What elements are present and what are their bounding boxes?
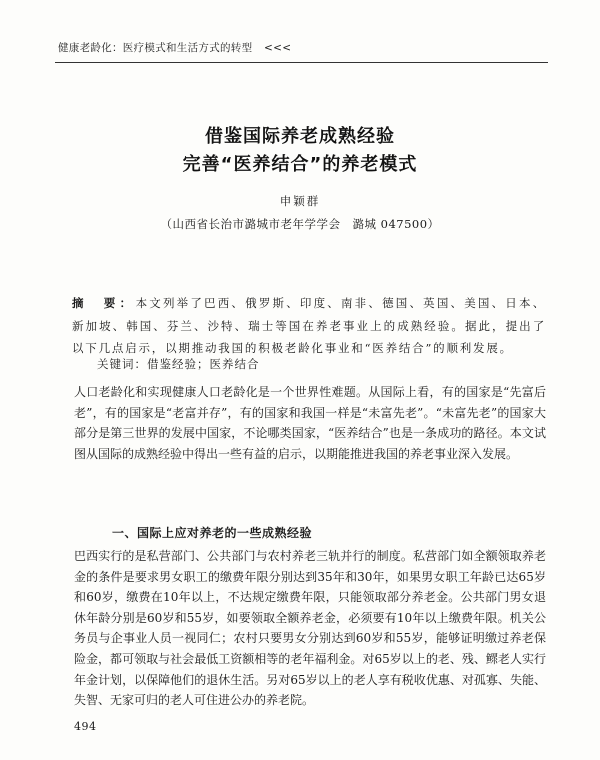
abstract-label: 摘 要：: [72, 296, 136, 310]
keywords-text: 借鉴经验；医养结合: [147, 357, 260, 371]
intro-paragraph: 人口老龄化和实现健康人口老龄化是一个世界性难题。从国际上看，有的国家是“先富后老”，有的国家是“老富并存”，有的国家和我国一样是“未富先老”。“未富先老”的国家大部分是第三世界的发展中国家，不论哪类国家，“医养结合”也是一条成功的路径。本文试图从国际的成熟经验中得出一些有益的启示，以期能推进我国的养老事业深入发展。: [74, 385, 546, 461]
author-affiliation: （山西省长治市潞城市老年学学会 潞城 047500）: [160, 217, 440, 231]
page-number: 494: [74, 720, 97, 733]
header-rule: [55, 62, 548, 63]
article-title-line2: 完善“医养结合”的养老模式: [182, 154, 418, 175]
section-heading: 一、国际上应对养老的一些成熟经验: [112, 526, 313, 540]
running-title: 健康老龄化：医疗模式和生活方式的转型: [58, 42, 253, 54]
abstract: [72, 292, 546, 360]
body-paragraph: 巴西实行的是私营部门、公共部门与农村养老三轨并行的制度。私营部门如全额领取养老金的条件是要求男女职工的缴费年限分别达到35年和30年，如果男女职工年龄已达65岁和60岁，缴费在10年以上，不达规定缴费年限，只能领取部分养老金。公共部门男女退休年龄分别是60岁和55岁，如要领取全额养老金，必须要有10年以上缴费年限。机关公务员与企事业人员一视同仁；农村只要男女分别达到60岁和55岁，能够证明缴过养老保险金，都可领取与社会最低工资额相等的老年福利金。对65岁以上的老、残、鳏老人实行年金计划，以保障他们的退休生活。另对65岁以上的老人享有税收优惠、对孤寡、失能、失智、无家可归的老人可住进公办的养老院。: [74, 549, 546, 708]
abstract-text: 本文列举了巴西、俄罗斯、印度、南非、德国、英国、美国、日本、新加坡、韩国、芬兰、沙特、瑞士等国在养老事业上的成熟经验。据此，提出了以下几点启示，以期推动我国的积极老龄化事业和“医养结合”的顺利发展。: [72, 296, 546, 355]
keywords: [97, 356, 537, 372]
running-header: [58, 40, 291, 55]
author-name: 申颖群: [279, 194, 321, 208]
article-title-line1: 借鉴国际养老成熟经验: [205, 126, 395, 147]
header-marker: <<<: [264, 42, 292, 54]
keywords-label: 关键词：: [97, 357, 147, 371]
